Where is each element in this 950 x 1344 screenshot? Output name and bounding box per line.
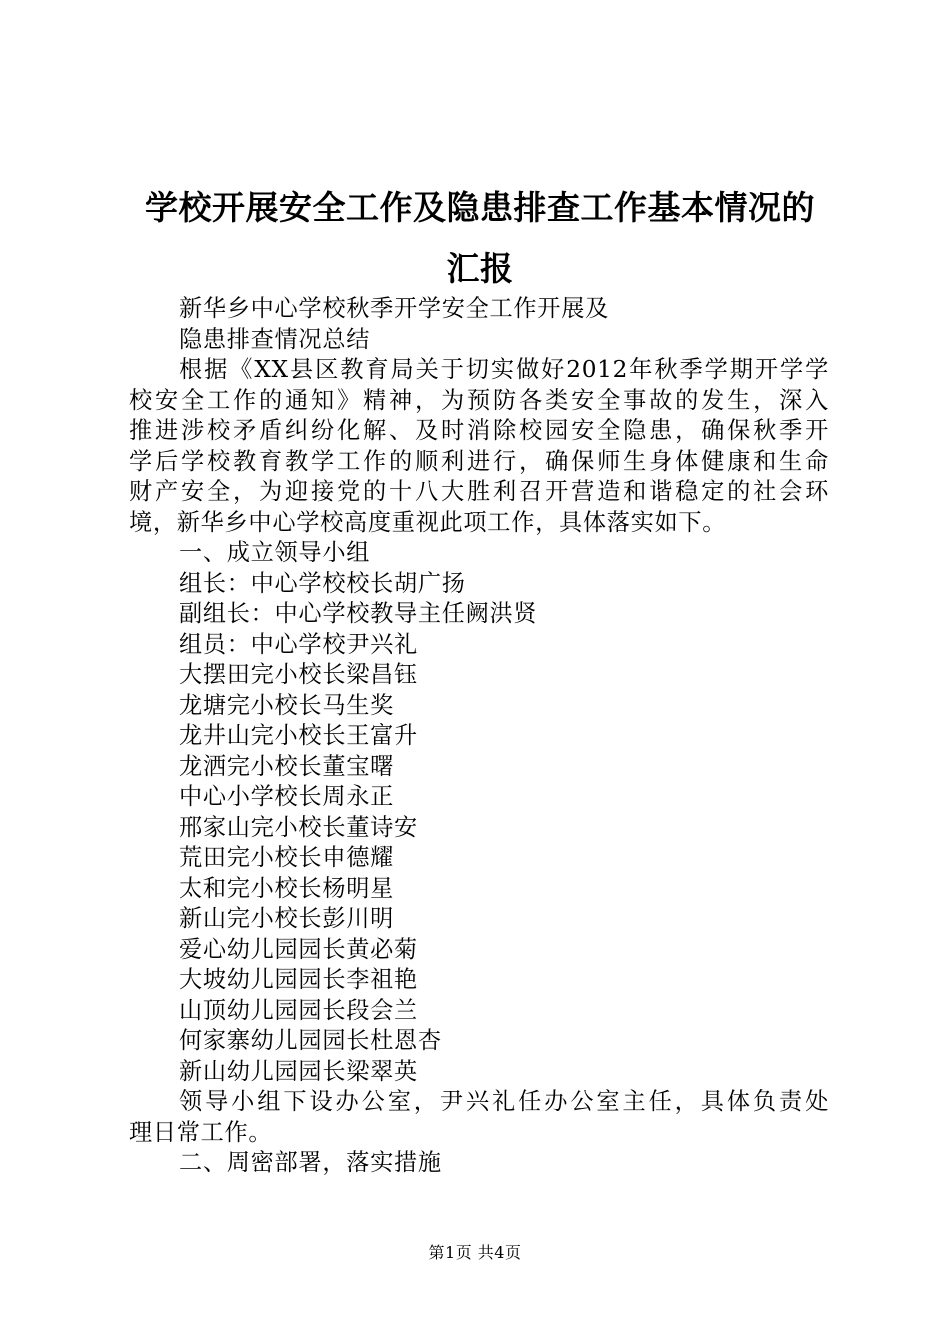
text-line: 财产安全，为迎接党的十八大胜利召开营造和谐稳定的社会环 bbox=[129, 478, 829, 505]
text-line: 二、周密部署，落实措施 bbox=[179, 1149, 442, 1176]
text-line: 组长：中心学校校长胡广扬 bbox=[179, 569, 466, 597]
text-line: 推进涉校矛盾纠纷化解、及时消除校园安全隐患，确保秋季开 bbox=[129, 417, 829, 444]
text-line: 境，新华乡中心学校高度重视此项工作，具体落实如下。 bbox=[129, 508, 727, 536]
text-line: 新山完小校长彭川明 bbox=[179, 905, 394, 932]
text-line: 爱心幼儿园园长黄必菊 bbox=[179, 935, 418, 963]
text-line: 龙井山完小校长王富升 bbox=[179, 722, 418, 749]
page-footer: 第1页 共4页 bbox=[428, 1243, 522, 1262]
text-line: 领导小组下设办公室，尹兴礼任办公室主任，具体负责处 bbox=[179, 1088, 829, 1115]
document-title-line-1: 学校开展安全工作及隐患排查工作基本情况的 bbox=[145, 188, 815, 227]
text-line: 组员：中心学校尹兴礼 bbox=[179, 630, 418, 658]
text-line: 新山幼儿园园长梁翠英 bbox=[179, 1057, 418, 1085]
text-line: 新华乡中心学校秋季开学安全工作开展及 bbox=[179, 295, 609, 322]
text-line: 一、成立领导小组 bbox=[179, 539, 371, 566]
text-line: 根据《XX县区教育局关于切实做好2012年秋季学期开学学 bbox=[179, 356, 829, 383]
text-line: 校安全工作的通知》精神，为预防各类安全事故的发生，深入 bbox=[129, 386, 829, 414]
text-line: 大摆田完小校长梁昌钰 bbox=[179, 661, 418, 688]
text-line: 邢家山完小校长董诗安 bbox=[179, 813, 418, 841]
text-line: 何家寨幼儿园园长杜恩杏 bbox=[179, 1027, 442, 1054]
document-title-line-2: 汇报 bbox=[446, 249, 514, 288]
text-line: 龙塘完小校长马生奖 bbox=[179, 691, 394, 719]
text-line: 隐患排查情况总结 bbox=[179, 325, 371, 353]
text-line: 太和完小校长杨明星 bbox=[179, 874, 394, 902]
text-line: 山顶幼儿园园长段会兰 bbox=[179, 996, 418, 1024]
text-line: 大坡幼儿园园长李祖艳 bbox=[179, 966, 418, 993]
text-line: 中心小学校长周永正 bbox=[179, 783, 394, 810]
text-line: 龙洒完小校长董宝曙 bbox=[179, 752, 394, 780]
text-line: 理日常工作。 bbox=[129, 1118, 273, 1146]
text-line: 荒田完小校长申德耀 bbox=[179, 844, 394, 871]
document-body bbox=[129, 294, 829, 1179]
text-line: 学后学校教育教学工作的顺利进行，确保师生身体健康和生命 bbox=[129, 447, 829, 475]
text-line: 副组长：中心学校教导主任阙洪贤 bbox=[179, 600, 538, 627]
